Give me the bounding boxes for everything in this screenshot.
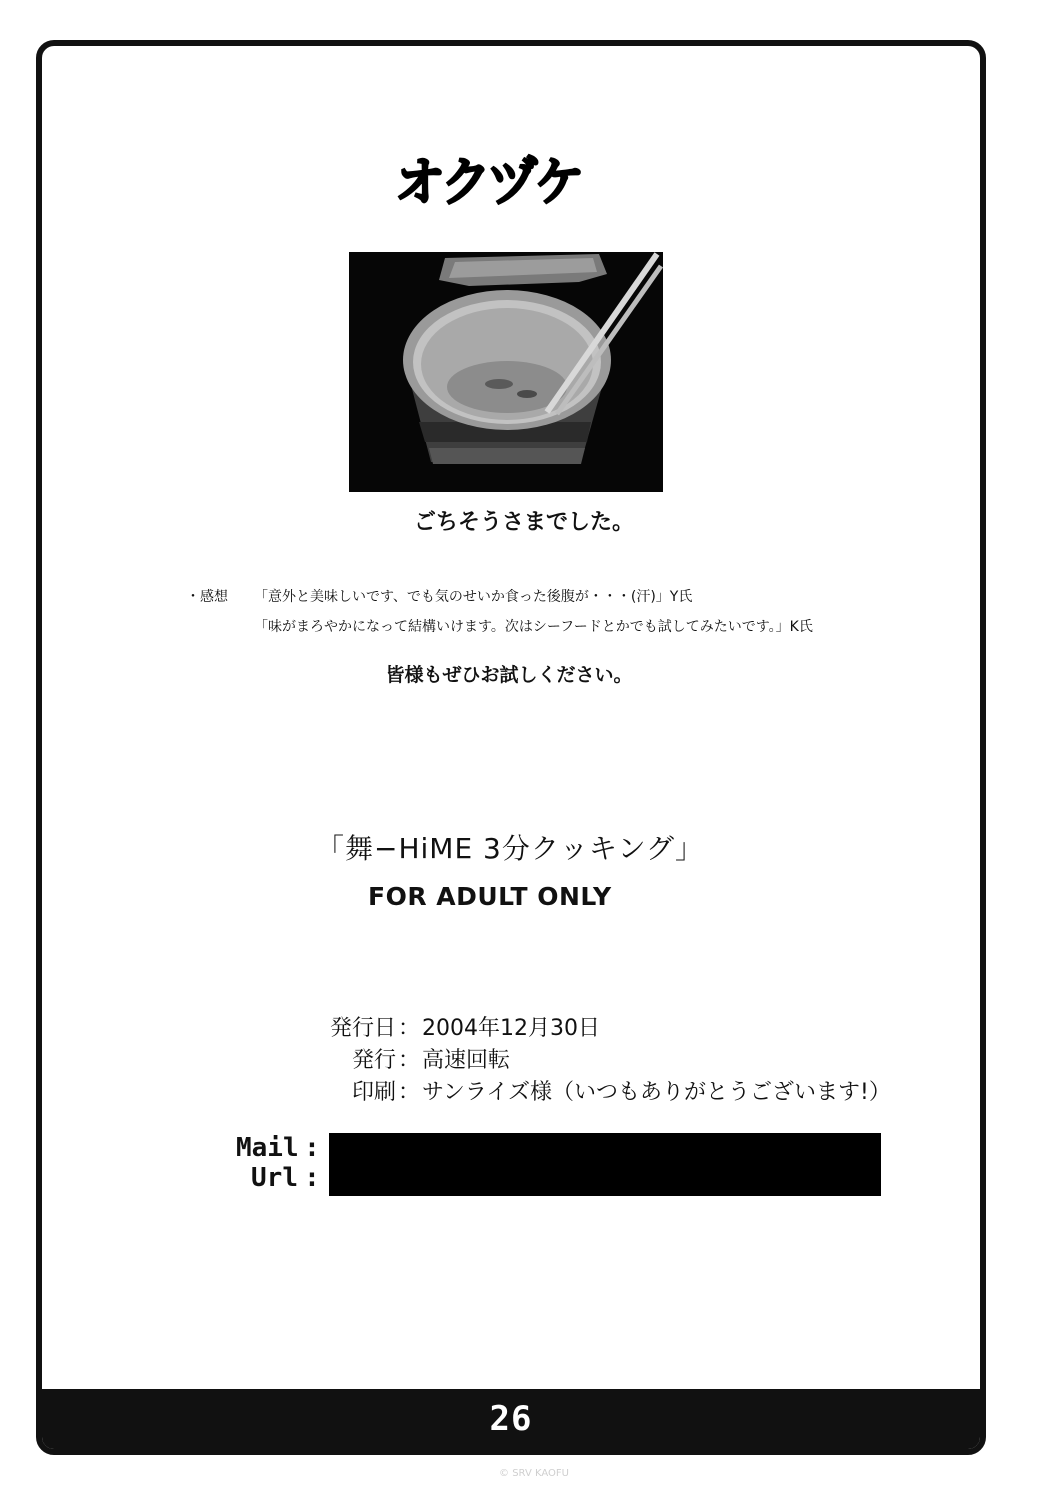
watermark: © SRV KAOFU — [499, 1468, 569, 1479]
impression-comment-y: 「意外と美味しいです、でも気のせいか食った後腹が・・・(汗)」Y氏 — [254, 589, 693, 605]
colophon-row-publisher — [296, 1045, 891, 1077]
url-label: Url — [251, 1163, 298, 1193]
closing-message: 皆様もぜひお試しください。 — [385, 664, 633, 686]
photo-caption: ごちそうさまでした。 — [413, 510, 634, 535]
mail-label: Mail — [236, 1133, 299, 1163]
page-number: 26 — [489, 1399, 533, 1439]
impression-row — [186, 612, 813, 642]
indent — [186, 612, 254, 642]
colophon-separator: ： — [397, 1080, 420, 1105]
colophon — [296, 1013, 891, 1109]
noodle-cup-image — [349, 252, 663, 492]
colophon-row-date — [296, 1013, 891, 1045]
colophon-label: 発行 — [351, 1048, 396, 1073]
contact-separator: : — [304, 1133, 320, 1163]
redaction-bar — [329, 1133, 881, 1196]
colophon-value: サンライズ様（いつもありがとうございます!） — [422, 1080, 891, 1105]
impressions-label: ・感想 — [186, 589, 228, 605]
impressions-block — [186, 582, 813, 642]
colophon-value: 高速回転 — [422, 1048, 511, 1073]
book-title: 「舞−HiME 3分クッキング」 — [316, 832, 705, 865]
page-title: オクヅケ — [395, 151, 582, 213]
contact-block — [236, 1133, 326, 1193]
colophon-separator: ： — [397, 1016, 420, 1041]
colophon-label: 発行日 — [329, 1016, 396, 1041]
contact-separator: : — [304, 1163, 320, 1193]
page-footer — [42, 1389, 980, 1449]
impression-comment-k: 「味がまろやかになって結構いけます。次はシーフードとかでも試してみたいです。」K氏 — [254, 619, 813, 635]
colophon-value: 2004年12月30日 — [422, 1016, 600, 1041]
impression-row — [186, 582, 813, 612]
contact-row-url — [236, 1163, 326, 1193]
colophon-separator: ： — [397, 1048, 420, 1073]
noodle-cup-photo — [349, 252, 663, 492]
colophon-row-printer — [296, 1077, 891, 1109]
rating-notice: FOR ADULT ONLY — [368, 882, 612, 911]
colophon-label: 印刷 — [351, 1080, 396, 1105]
contact-row-mail — [236, 1133, 326, 1163]
